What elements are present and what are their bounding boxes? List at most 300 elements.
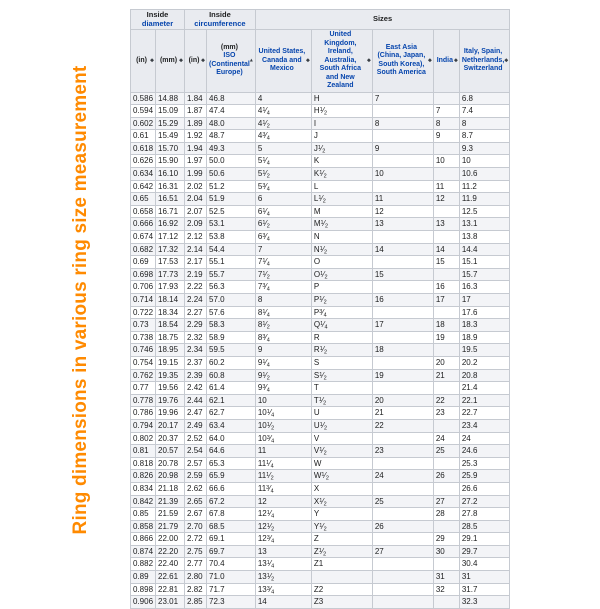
column-header-link[interactable]: Italy, Spain, Netherlands, Switzerland — [461, 48, 505, 72]
cell: 17 — [372, 319, 433, 332]
cell: 0.634 — [131, 168, 156, 181]
table-row — [131, 545, 510, 558]
cell: U — [311, 407, 372, 420]
cell: 22 — [372, 419, 433, 432]
cell: 24 — [459, 432, 509, 445]
column-header-inside-diameter-mm[interactable] — [156, 30, 185, 93]
cell: 21.4 — [459, 382, 509, 395]
cell: H — [311, 92, 372, 105]
cell: 0.626 — [131, 155, 156, 168]
cell: 14 — [433, 243, 459, 256]
cell: 0.802 — [131, 432, 156, 445]
cell: 2.44 — [185, 394, 207, 407]
cell: 19.35 — [156, 369, 185, 382]
sort-icon[interactable]: ◆ — [454, 57, 458, 64]
column-header-inside-diameter-in[interactable] — [131, 30, 156, 93]
group-header-text: Inside — [146, 10, 169, 19]
cell: 10 — [459, 155, 509, 168]
cell — [372, 382, 433, 395]
cell: 2.47 — [185, 407, 207, 420]
cell: 0.746 — [131, 344, 156, 357]
cell: 2.54 — [185, 445, 207, 458]
cell: $K^1⁄_2$ — [311, 168, 372, 181]
cell: 2.39 — [185, 369, 207, 382]
cell: 22.61 — [156, 571, 185, 584]
cell: 2.82 — [185, 583, 207, 596]
cell: 22.81 — [156, 583, 185, 596]
column-header-link[interactable]: India — [436, 56, 454, 64]
cell: 4 — [255, 92, 311, 105]
cell: 23.4 — [459, 419, 509, 432]
cell: 1.97 — [185, 155, 207, 168]
cell: 27 — [433, 495, 459, 508]
cell: 9.3 — [459, 142, 509, 155]
table-row — [131, 243, 510, 256]
cell: 0.786 — [131, 407, 156, 420]
table-body — [131, 92, 510, 608]
cell: 69.1 — [207, 533, 256, 546]
column-header-east-asia-south-america[interactable] — [372, 30, 433, 93]
cell — [433, 142, 459, 155]
cell: 25 — [433, 445, 459, 458]
column-header-link[interactable]: United States, Canada and Mexico — [258, 48, 306, 72]
sort-icon[interactable]: ◆ — [428, 57, 432, 64]
cell: 17.12 — [156, 231, 185, 244]
cell: 10 — [433, 155, 459, 168]
cell: 18.14 — [156, 294, 185, 307]
cell: 19.56 — [156, 382, 185, 395]
cell: 9 — [433, 130, 459, 143]
cell: 0.65 — [131, 193, 156, 206]
cell: 0.794 — [131, 419, 156, 432]
cell — [433, 419, 459, 432]
cell: 14.4 — [459, 243, 509, 256]
column-header-link[interactable]: United Kingdom, Ireland, Australia, South Africa and New Zealand — [319, 31, 362, 89]
cell: $12^1⁄_4$ — [255, 508, 311, 521]
cell: 2.59 — [185, 470, 207, 483]
column-header-inside-circumference-mm-iso[interactable] — [207, 30, 256, 93]
table-row — [131, 382, 510, 395]
cell: 51.2 — [207, 180, 256, 193]
cell: 17.73 — [156, 268, 185, 281]
cell: 32 — [433, 583, 459, 596]
cell: $9^3⁄_4$ — [255, 382, 311, 395]
group-header-inside-diameter[interactable] — [131, 10, 185, 30]
cell: 0.698 — [131, 268, 156, 281]
cell — [433, 382, 459, 395]
group-header-text: Sizes — [372, 14, 393, 24]
cell: $10^1⁄_2$ — [255, 419, 311, 432]
cell: 2.57 — [185, 457, 207, 470]
cell: 0.666 — [131, 218, 156, 231]
column-header-italy-spain-netherlands-swiss[interactable] — [459, 30, 509, 93]
circumference-link[interactable]: circumference — [194, 18, 246, 28]
sort-icon[interactable]: ◆ — [201, 57, 206, 64]
cell: L — [311, 180, 372, 193]
group-header-sizes[interactable] — [255, 10, 509, 30]
table-row — [131, 180, 510, 193]
cell: 20.2 — [459, 356, 509, 369]
cell: Z — [311, 533, 372, 546]
sort-icon[interactable]: ◆ — [504, 57, 509, 64]
cell: 15.1 — [459, 256, 509, 269]
cell: 25 — [372, 495, 433, 508]
cell: 66.6 — [207, 482, 256, 495]
cell: 64.6 — [207, 445, 256, 458]
cell: 2.12 — [185, 231, 207, 244]
table-row — [131, 457, 510, 470]
column-header-us-canada-mexico[interactable] — [255, 30, 311, 93]
cell: 71.7 — [207, 583, 256, 596]
cell — [372, 180, 433, 193]
cell — [372, 457, 433, 470]
cell: 2.22 — [185, 281, 207, 294]
cell: 31 — [433, 571, 459, 584]
cell: 2.85 — [185, 596, 207, 609]
cell: 2.24 — [185, 294, 207, 307]
cell: 27 — [372, 545, 433, 558]
cell: 27.2 — [459, 495, 509, 508]
sort-icon[interactable]: ◆ — [367, 57, 371, 64]
table-header — [131, 10, 510, 93]
cell: 2.34 — [185, 344, 207, 357]
sort-ascending-icon[interactable]: ▲ — [248, 57, 254, 64]
cell: 2.02 — [185, 180, 207, 193]
table-row — [131, 331, 510, 344]
cell: 1.92 — [185, 130, 207, 143]
cell: 65.9 — [207, 470, 256, 483]
cell: 8 — [255, 294, 311, 307]
cell: Z1 — [311, 558, 372, 571]
cell: 56.3 — [207, 281, 256, 294]
cell: $J^1⁄_2$ — [311, 142, 372, 155]
cell: 0.81 — [131, 445, 156, 458]
cell: 2.62 — [185, 482, 207, 495]
cell: $12^1⁄_2$ — [255, 520, 311, 533]
cell: 1.84 — [185, 92, 207, 105]
cell — [433, 205, 459, 218]
cell — [311, 571, 372, 584]
cell: 70.4 — [207, 558, 256, 571]
cell: $4^1⁄_4$ — [255, 105, 311, 118]
cell: 17.32 — [156, 243, 185, 256]
cell: 20.17 — [156, 419, 185, 432]
cell: 22.00 — [156, 533, 185, 546]
cell: 7.4 — [459, 105, 509, 118]
ring-size-table — [130, 9, 510, 609]
cell: 18 — [372, 344, 433, 357]
column-header-row — [131, 30, 510, 93]
cell — [372, 331, 433, 344]
cell: 8 — [372, 117, 433, 130]
cell: P — [311, 281, 372, 294]
cell: 18.75 — [156, 331, 185, 344]
cell: 19.15 — [156, 356, 185, 369]
cell — [372, 558, 433, 571]
cell: J — [311, 130, 372, 143]
cell: 1.87 — [185, 105, 207, 118]
cell: 20.98 — [156, 470, 185, 483]
cell: 26.6 — [459, 482, 509, 495]
cell: V — [311, 432, 372, 445]
cell — [433, 306, 459, 319]
cell: 5 — [255, 142, 311, 155]
cell: 15 — [372, 268, 433, 281]
cell: 2.27 — [185, 306, 207, 319]
table-row — [131, 432, 510, 445]
cell: 23 — [433, 407, 459, 420]
table-row — [131, 394, 510, 407]
cell: 10 — [255, 394, 311, 407]
table-row — [131, 256, 510, 269]
column-header-inside-circumference-in[interactable] — [185, 30, 207, 93]
cell: 21.59 — [156, 508, 185, 521]
cell: 68.5 — [207, 520, 256, 533]
cell: 1.94 — [185, 142, 207, 155]
cell: 0.826 — [131, 470, 156, 483]
table-row — [131, 520, 510, 533]
table-row — [131, 533, 510, 546]
table-row — [131, 193, 510, 206]
cell: 18.34 — [156, 306, 185, 319]
ring-size-table-container — [130, 9, 510, 609]
cell: 2.52 — [185, 432, 207, 445]
cell: 12 — [255, 495, 311, 508]
table-row — [131, 268, 510, 281]
cell: M — [311, 205, 372, 218]
cell: 0.866 — [131, 533, 156, 546]
cell: 24 — [372, 470, 433, 483]
column-header-label: (in) — [136, 56, 147, 64]
cell: 14.88 — [156, 92, 185, 105]
cell: 0.69 — [131, 256, 156, 269]
cell: 21 — [372, 407, 433, 420]
cell: 31 — [459, 571, 509, 584]
cell: 0.722 — [131, 306, 156, 319]
table-row — [131, 294, 510, 307]
cell: 19.5 — [459, 344, 509, 357]
cell: 28.5 — [459, 520, 509, 533]
cell: 16 — [372, 294, 433, 307]
cell: 0.882 — [131, 558, 156, 571]
cell: 29.1 — [459, 533, 509, 546]
cell: 12.5 — [459, 205, 509, 218]
cell — [372, 155, 433, 168]
cell: 6 — [255, 193, 311, 206]
cell: $13^1⁄_4$ — [255, 558, 311, 571]
cell: $R^1⁄_2$ — [311, 344, 372, 357]
cell: 65.3 — [207, 457, 256, 470]
cell: 2.29 — [185, 319, 207, 332]
sort-icon[interactable]: ◆ — [306, 57, 310, 64]
table-row — [131, 356, 510, 369]
table-row — [131, 445, 510, 458]
cell: 0.818 — [131, 457, 156, 470]
cell: $5^1⁄_4$ — [255, 155, 311, 168]
cell: 19.76 — [156, 394, 185, 407]
cell: 49.3 — [207, 142, 256, 155]
cell: 0.906 — [131, 596, 156, 609]
cell: 2.67 — [185, 508, 207, 521]
cell: Z2 — [311, 583, 372, 596]
cell: 0.73 — [131, 319, 156, 332]
cell: 1.99 — [185, 168, 207, 181]
cell: 16.10 — [156, 168, 185, 181]
cell: 15.90 — [156, 155, 185, 168]
sort-icon[interactable]: ◆ — [179, 57, 184, 64]
group-header-inside-circumference[interactable] — [185, 10, 256, 30]
cell — [372, 256, 433, 269]
cell: 11 — [433, 180, 459, 193]
column-header-link[interactable]: East Asia (China, Japan, South Korea), South America — [376, 43, 426, 77]
cell: $7^3⁄_4$ — [255, 281, 311, 294]
cell: 12 — [433, 193, 459, 206]
table-row — [131, 92, 510, 105]
cell: 2.65 — [185, 495, 207, 508]
cell — [372, 508, 433, 521]
cell: 53.8 — [207, 231, 256, 244]
cell — [433, 168, 459, 181]
cell: 17 — [433, 294, 459, 307]
cell: 0.594 — [131, 105, 156, 118]
cell: 23.01 — [156, 596, 185, 609]
cell: 62.1 — [207, 394, 256, 407]
cell: 2.70 — [185, 520, 207, 533]
cell: 11 — [255, 445, 311, 458]
cell: 11.9 — [459, 193, 509, 206]
cell: S — [311, 356, 372, 369]
column-header-india[interactable] — [433, 30, 459, 93]
cell: $Z^1⁄_2$ — [311, 545, 372, 558]
cell: 16.51 — [156, 193, 185, 206]
cell: 57.0 — [207, 294, 256, 307]
cell: O — [311, 256, 372, 269]
cell: 30 — [433, 545, 459, 558]
cell: $11^1⁄_2$ — [255, 470, 311, 483]
cell: 30.4 — [459, 558, 509, 571]
cell: 62.7 — [207, 407, 256, 420]
table-row — [131, 583, 510, 596]
cell: 32.3 — [459, 596, 509, 609]
cell: 17.53 — [156, 256, 185, 269]
cell: 2.49 — [185, 419, 207, 432]
cell: 0.61 — [131, 130, 156, 143]
cell: 20.8 — [459, 369, 509, 382]
cell: 2.07 — [185, 205, 207, 218]
table-row — [131, 407, 510, 420]
cell: 25.3 — [459, 457, 509, 470]
cell: 22.1 — [459, 394, 509, 407]
cell: $4^3⁄_4$ — [255, 130, 311, 143]
table-row — [131, 281, 510, 294]
cell: 2.77 — [185, 558, 207, 571]
cell: $N^1⁄_2$ — [311, 243, 372, 256]
cell: 7 — [433, 105, 459, 118]
table-row — [131, 117, 510, 130]
cell — [372, 583, 433, 596]
cell — [372, 105, 433, 118]
cell — [433, 344, 459, 357]
diameter-link[interactable]: diameter — [141, 18, 174, 28]
cell: 51.9 — [207, 193, 256, 206]
cell: $11^3⁄_4$ — [255, 482, 311, 495]
cell: $6^3⁄_4$ — [255, 231, 311, 244]
cell: $7^1⁄_4$ — [255, 256, 311, 269]
cell — [372, 356, 433, 369]
cell: 8.7 — [459, 130, 509, 143]
cell: 50.6 — [207, 168, 256, 181]
cell: 17 — [459, 294, 509, 307]
cell: 9 — [255, 344, 311, 357]
table-row — [131, 369, 510, 382]
cell: 16.3 — [459, 281, 509, 294]
cell: 54.4 — [207, 243, 256, 256]
cell: 46.8 — [207, 92, 256, 105]
cell: 21.39 — [156, 495, 185, 508]
table-row — [131, 596, 510, 609]
cell: 18.95 — [156, 344, 185, 357]
cell: $6^1⁄_2$ — [255, 218, 311, 231]
cell: 2.04 — [185, 193, 207, 206]
cell: $13^3⁄_4$ — [255, 583, 311, 596]
cell: 16.71 — [156, 205, 185, 218]
cell: 2.09 — [185, 218, 207, 231]
cell: 22 — [433, 394, 459, 407]
cell: 55.7 — [207, 268, 256, 281]
cell: $P^1⁄_2$ — [311, 294, 372, 307]
sort-icon[interactable]: ◆ — [150, 57, 155, 64]
cell: I — [311, 117, 372, 130]
column-header-uk-ireland-australia-sa-nz[interactable] — [311, 30, 372, 93]
table-row — [131, 105, 510, 118]
cell: $9^1⁄_2$ — [255, 369, 311, 382]
table-row — [131, 231, 510, 244]
table-row — [131, 495, 510, 508]
cell: 14 — [255, 596, 311, 609]
table-row — [131, 306, 510, 319]
cell: 29 — [433, 533, 459, 546]
cell: $U^1⁄_2$ — [311, 419, 372, 432]
cell: 63.4 — [207, 419, 256, 432]
cell: 69.7 — [207, 545, 256, 558]
cell: 22.40 — [156, 558, 185, 571]
cell: 18 — [433, 319, 459, 332]
cell: 16 — [433, 281, 459, 294]
cell: $Q^1⁄_4$ — [311, 319, 372, 332]
cell: W — [311, 457, 372, 470]
cell: $W^1⁄_2$ — [311, 470, 372, 483]
table-row — [131, 168, 510, 181]
cell: $5^1⁄_2$ — [255, 168, 311, 181]
table-row — [131, 155, 510, 168]
cell: 2.37 — [185, 356, 207, 369]
cell: 50.0 — [207, 155, 256, 168]
cell — [372, 482, 433, 495]
cell: 24.6 — [459, 445, 509, 458]
cell — [433, 457, 459, 470]
cell: 7 — [255, 243, 311, 256]
cell: 13.1 — [459, 218, 509, 231]
cell: 48.7 — [207, 130, 256, 143]
cell: 15.09 — [156, 105, 185, 118]
column-header-link[interactable]: ISO (Continental Europe) — [209, 52, 250, 77]
cell: 0.714 — [131, 294, 156, 307]
cell: 0.778 — [131, 394, 156, 407]
cell — [372, 432, 433, 445]
cell: 18.54 — [156, 319, 185, 332]
cell: 24 — [433, 432, 459, 445]
cell: 16.31 — [156, 180, 185, 193]
